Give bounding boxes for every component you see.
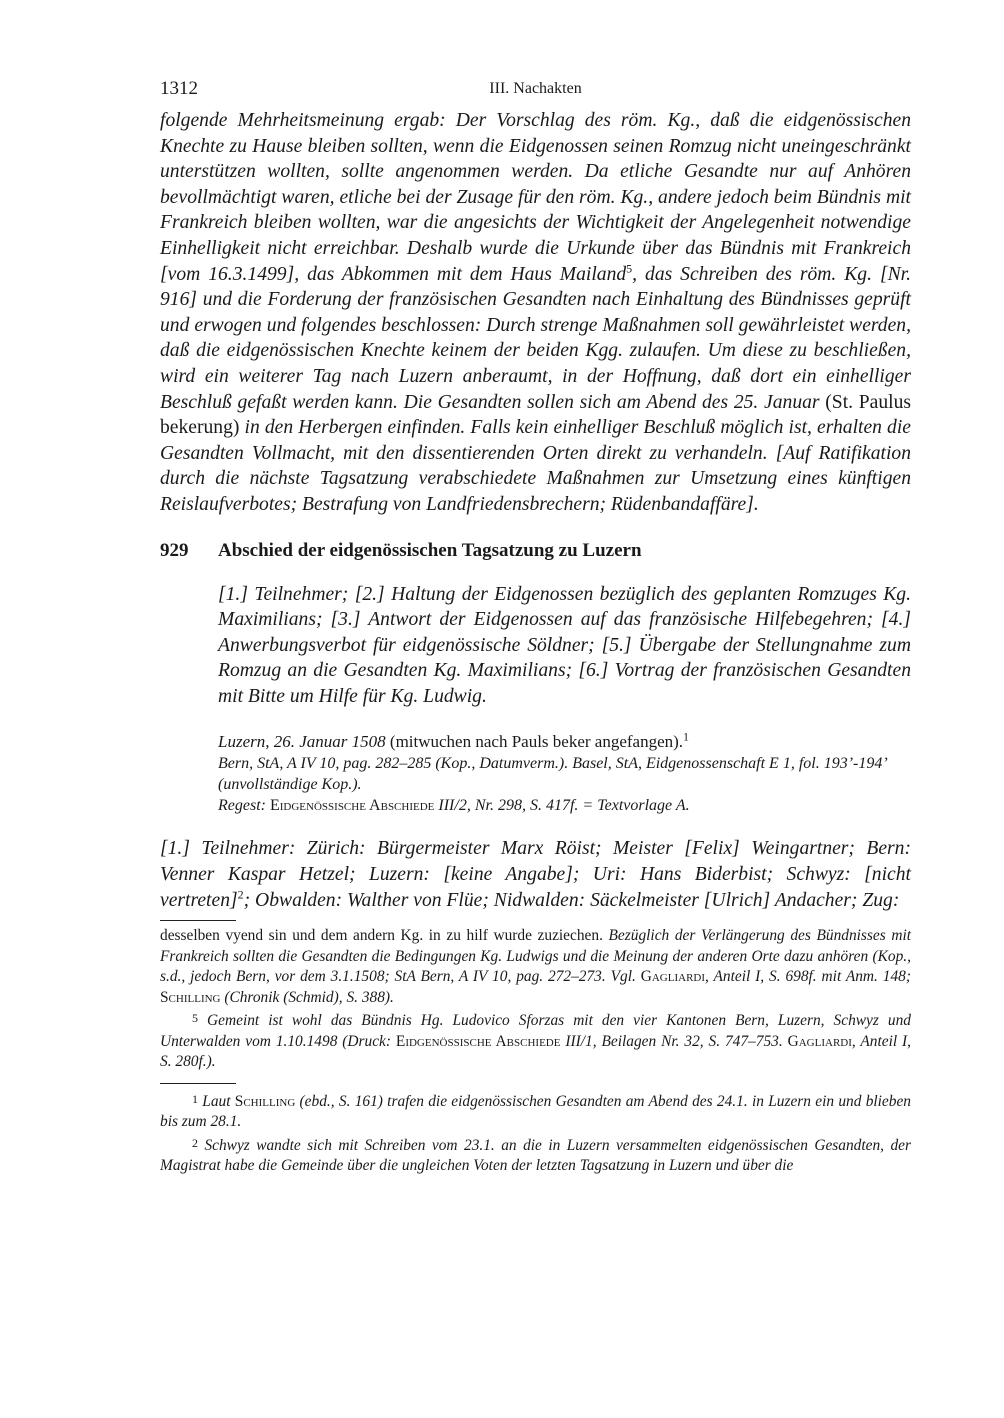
page — [160, 78, 911, 1177]
footnote-1-text-a: Laut — [198, 1092, 235, 1110]
intro-text-part2: , das Schreiben des röm. Kg. [Nr. 916] und die Forderung der französischen Gesandten nach Einhaltung des Bündnisses geprüft und erwogen und folgendes beschlossen: Durch strenge Maßnahmen soll gewährleistet werden, daß die eidgenössischen Knechte keinem der beiden Kgg. zulaufen. Um diese zu beschließen, wird ein weiterer Tag nach Luzern anberaumt, in der Hoffnung, daß dort ein einhelliger Beschluß gefaßt werden kann. Die Gesandten sollen sich am Abend des 25. Januar — [160, 263, 911, 413]
fn-cont-author1: Gagliardi — [640, 968, 706, 986]
regest-reference: III/2, Nr. 298, S. 417f. = Textvorlage A. — [434, 797, 690, 815]
regest-label: Regest: — [218, 797, 270, 815]
footnote-2 — [160, 1133, 911, 1177]
footnote-5-mid: III/1, Beilagen Nr. 32, S. 747–753. — [560, 1032, 788, 1050]
page-header — [160, 78, 911, 108]
source-block — [218, 731, 911, 816]
footnote-1-number: 1 — [192, 1091, 198, 1106]
document-date-line — [218, 731, 911, 753]
footnote-ref-2: 2 — [237, 887, 244, 902]
intro-text-part1: folgende Mehrheitsmeinung ergab: Der Vorschlag des röm. Kg., daß die eidgenössischen Knechte zu Hause bleiben sollten, wenn die Eidgenossen seinen Romzug nicht uneingeschränkt unterstützen wollten, sollte angenommen werden. Da etliche Gesandte nur auf Anhören bevollmächtigt waren, etliche bei der Zusage für den röm. Kg., andere jedoch beim Bündnis mit Frankreich bleiben wollten, war die angesichts der Wichtigkeit der Angelegenheit notwendige Einhelligkeit nicht erreichbar. Deshalb wurde die Urkunde über das Bündnis mit Frankreich [vom 16.3.1499], das Abkommen mit dem Haus Mailand — [160, 110, 911, 285]
footnote-1-author: Schilling — [234, 1092, 296, 1110]
intro-paragraph — [160, 108, 911, 518]
footnotes-previous — [160, 926, 911, 1073]
document-title: Abschied der eidgenössischen Tagsatzung zu Luzern — [218, 539, 642, 561]
running-head: III. Nachakten — [489, 80, 582, 97]
footnote-5-number: 5 — [192, 1011, 198, 1026]
footnote-5 — [160, 1008, 911, 1073]
footnote-divider — [160, 920, 236, 921]
footnote-1-text-b: (ebd., S. 161) trafen die eidgenössischen Gesandten am Abend des 24.1. in Luzern ein und blieben bis zum 28.1. — [160, 1092, 911, 1131]
document-date-original: (mitwuchen nach Pauls beker angefangen). — [385, 732, 684, 752]
page-number: 1312 — [160, 78, 198, 99]
intro-upright-quote: (St. Paulus bekerung) — [160, 391, 912, 439]
regest-work: Eidgenössische Abschiede — [269, 797, 435, 815]
footnote-ref-1: 1 — [683, 729, 690, 744]
document-number: 929 — [160, 539, 189, 561]
document-summary: [1.] Teilnehmer; [2.] Haltung der Eidgenossen bezüglich des geplanten Romzuges Kg. Maximilians; [3.] Antwort der Eidgenossen auf das französische Hilfebegehren; [4.] Anwerbungsverbot für eidgenössische Söldner; [5.] Übergabe der Stellungnahme zum Romzug an die Gesandten Kg. Maximilians; [6.] Vortrag der französischen Gesandten mit Bitte um Hilfe für Kg. Ludwig. — [218, 583, 911, 707]
footnote-continuation — [160, 926, 911, 1008]
part1-text-a: [1.] Teilnehmer: Zürich: Bürgermeister Marx Röist; Meister [Felix] Weingartner; Bern: Venner Kaspar Hetzel; Luzern: [keine Angabe]; Uri: Hans Biderbist; Schwyz: [nicht vertreten] — [160, 838, 911, 911]
fn-cont-end: (Chronik (Schmid), S. 388). — [220, 988, 394, 1006]
part1-text-b: ; Obwalden: Walther von Flüe; Nidwalden: Säckelmeister [Ulrich] Andacher; Zug: — [243, 889, 900, 911]
footnote-5-author: Gagliardi — [787, 1032, 852, 1050]
intro-text-part3: in den Herbergen einfinden. Falls kein einhelliger Beschluß möglich ist, erhalten die Gesandten Vollmacht, mit den dissentierenden Orten direkt zu verhandeln. [Auf Ratifikation durch die nächste Tagsatzung verabschiedete Maßnahmen zur Umsetzung eines künftigen Reislaufverbotes; Bestrafung von Landfriedensbrechern; Rüdenbandaffäre]. — [160, 417, 911, 515]
footnote-5-work: Eidgenössische Abschiede — [395, 1032, 561, 1050]
footnote-1 — [160, 1089, 911, 1133]
footnotes-new — [160, 1089, 911, 1177]
fn-cont-italic: Bezüglich der Verlängerung des Bündnisses mit Frankreich sollten die Gesandten die Bedingungen Kg. Ludwigs und die Meinung der anderen Orte dazu anhören (Kop., s.d., jedoch Bern, vor dem 3.1.1508; StA Bern, A IV 10, pag. 272–273. Vgl. — [160, 927, 912, 986]
footnote-divider-2 — [160, 1083, 236, 1084]
document-heading — [160, 540, 911, 562]
footnote-2-number: 2 — [192, 1135, 198, 1150]
document-date: Luzern, 26. Januar 1508 — [218, 732, 386, 752]
fn-cont-author2: Schilling — [160, 988, 221, 1006]
fn-cont-mid: , Anteil I, S. 698f. mit Anm. 148; — [705, 968, 911, 986]
document-sources: Bern, StA, A IV 10, pag. 282–285 (Kop., Datumverm.). Basel, StA, Eidgenossenschaft E 1, fol. 193’-194’ (unvollständige Kop.). — [218, 755, 886, 794]
footnote-2-text: Schwyz wandte sich mit Schreiben vom 23.1. an die in Luzern versammelten eidgenössischen Gesandten, der Magistrat habe die Gemeinde über die ungleichen Voten der letzten Tagsatzung in Luzern und über die — [160, 1136, 911, 1175]
fn-cont-upright: desselben vyend sin und dem andern Kg. in zu hilf wurde zuziechen. — [160, 927, 609, 945]
part1-paragraph — [160, 836, 911, 913]
footnote-5-end: , Anteil I, S. 280f.). — [160, 1032, 912, 1071]
footnote-5-text: Gemeint ist wohl das Bündnis Hg. Ludovico Sforzas mit den vier Kantonen Bern, Luzern, Schwyz und Unterwalden vom 1.10.1498 (Druck: — [160, 1012, 911, 1050]
footnote-ref-5: 5 — [626, 261, 633, 276]
document-regest — [218, 795, 911, 816]
